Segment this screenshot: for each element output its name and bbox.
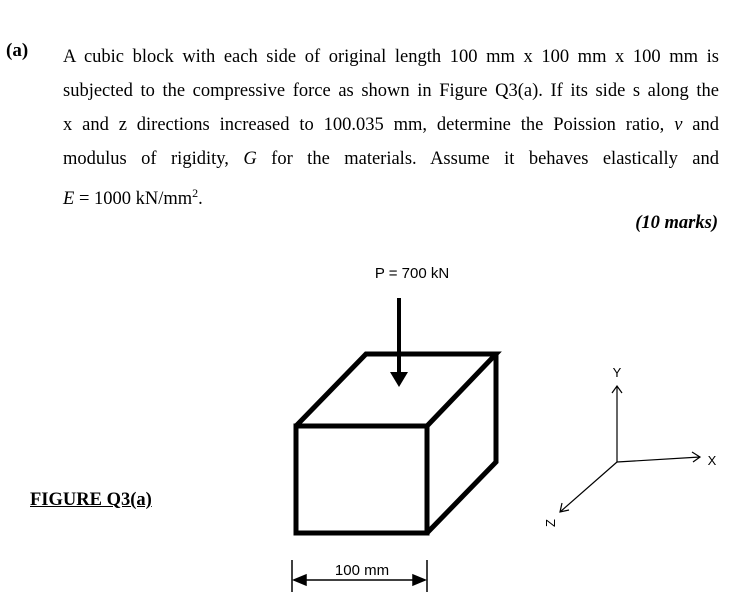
force-label: P = 700 kN [374, 265, 450, 282]
question-line-1: A cubic block with each side of original length 100 mm x 100 mm x 100 mm is [63, 47, 719, 67]
axis-x-line [617, 457, 700, 462]
question-line-4-start: modulus of rigidity, [63, 149, 229, 169]
axis-y-label: Y [612, 365, 622, 380]
dimension-label: 100 mm [334, 562, 390, 579]
cube-front-face [296, 426, 427, 533]
force-arrow [390, 298, 408, 387]
cube-top-face [296, 354, 496, 426]
modulus-period: . [198, 189, 203, 210]
question-line-2: subjected to the compressive force as shown in Figure Q3(a). If its side s along the [63, 81, 719, 101]
marks-label: (10 marks) [635, 213, 718, 233]
modulus-exponent: 2 [192, 186, 199, 200]
axis-x-label: X [707, 453, 717, 468]
rigidity-symbol: G [243, 149, 257, 169]
axis-z-line [560, 462, 617, 512]
question-line-3-end: and [692, 115, 719, 135]
figure-label: FIGURE Q3(a) [30, 490, 152, 510]
modulus-value: = 1000 kN/mm [74, 189, 193, 210]
question-line-3-text: x and z directions increased to 100.035 mm, determine the Poission ratio, [63, 115, 665, 135]
modulus-symbol: E [63, 189, 75, 210]
axis-z-label: Z [543, 519, 558, 527]
axes [560, 386, 700, 512]
poisson-symbol: v [674, 115, 683, 135]
question-label: (a) [6, 40, 29, 61]
cube-right-face [427, 354, 496, 533]
question-line-4-end: for the materials. Assume it behaves elastically and [271, 149, 719, 169]
